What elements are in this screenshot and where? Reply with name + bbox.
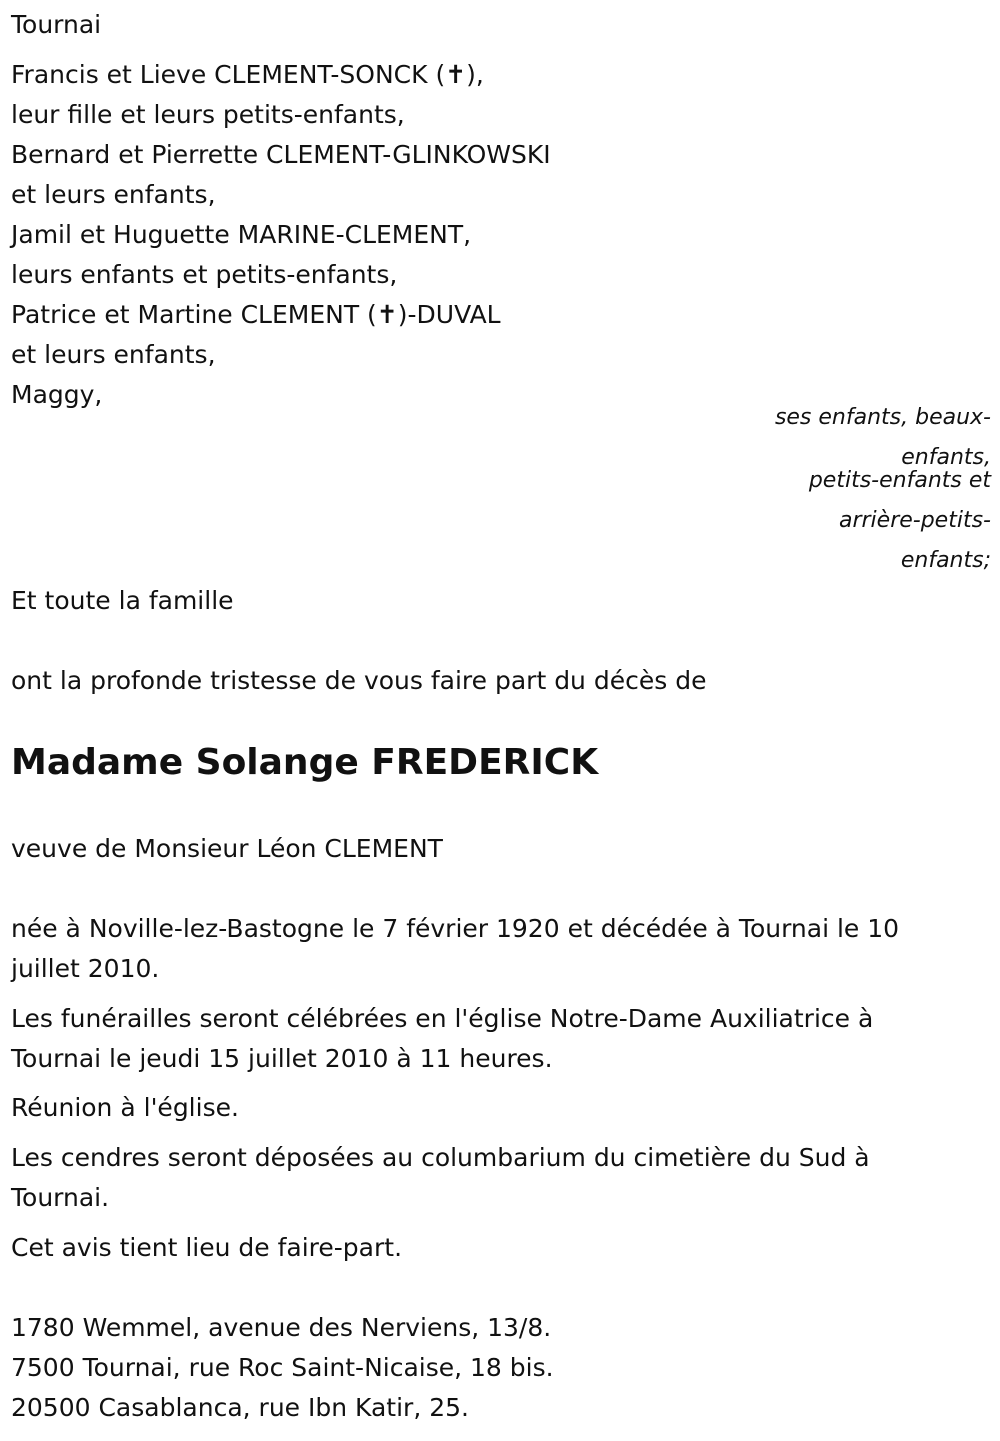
tribute-line: petits-enfants et (808, 468, 991, 493)
meeting-text: Réunion à l'église. (11, 1093, 239, 1122)
family-line: et leurs enfants, (11, 340, 216, 369)
family-line: Jamil et Huguette MARINE-CLEMENT, (11, 220, 472, 249)
address-line: 1780 Wemmel, avenue des Nerviens, 13/8. (11, 1313, 552, 1342)
tribute-line: arrière-petits- (838, 508, 991, 533)
tribute-line: enfants, (901, 445, 991, 470)
address-line: 20500 Casablanca, rue Ibn Katir, 25. (11, 1393, 469, 1422)
city-heading: Tournai (11, 10, 102, 39)
family-line: et leurs enfants, (11, 180, 216, 209)
family-line: Maggy, (11, 380, 103, 409)
widow-of: veuve de Monsieur Léon CLEMENT (11, 834, 443, 863)
announcement-intro: ont la profonde tristesse de vous faire part du décès de (11, 666, 707, 695)
family-line: leurs enfants et petits-enfants, (11, 260, 398, 289)
notice-text: Cet avis tient lieu de faire-part. (11, 1233, 403, 1262)
deceased-name: Madame Solange FREDERICK (11, 742, 599, 783)
funeral-text: Les funérailles seront célébrées en l'église Notre-Dame Auxiliatrice à Tournai le jeudi 15 juillet 2010 à 11 heures. (11, 1004, 874, 1073)
ashes-text: Les cendres seront déposées au columbarium du cimetière du Sud à Tournai. (11, 1143, 870, 1212)
birth-death-text: née à Noville-lez-Bastogne le 7 février 1920 et décédée à Tournai le 10 juillet 2010. (11, 914, 900, 983)
family-line: Patrice et Martine CLEMENT (✝)-DUVAL (11, 300, 501, 329)
family-line: leur fille et leurs petits-enfants, (11, 100, 405, 129)
tribute-line: enfants; (900, 548, 991, 573)
tribute-line: ses enfants, beaux- (774, 405, 991, 430)
family-closing: Et toute la famille (11, 586, 234, 615)
family-line: Bernard et Pierrette CLEMENT-GLINKOWSKI (11, 140, 551, 169)
family-line: Francis et Lieve CLEMENT-SONCK (✝), (11, 60, 484, 89)
address-line: 7500 Tournai, rue Roc Saint-Nicaise, 18 bis. (11, 1353, 554, 1382)
